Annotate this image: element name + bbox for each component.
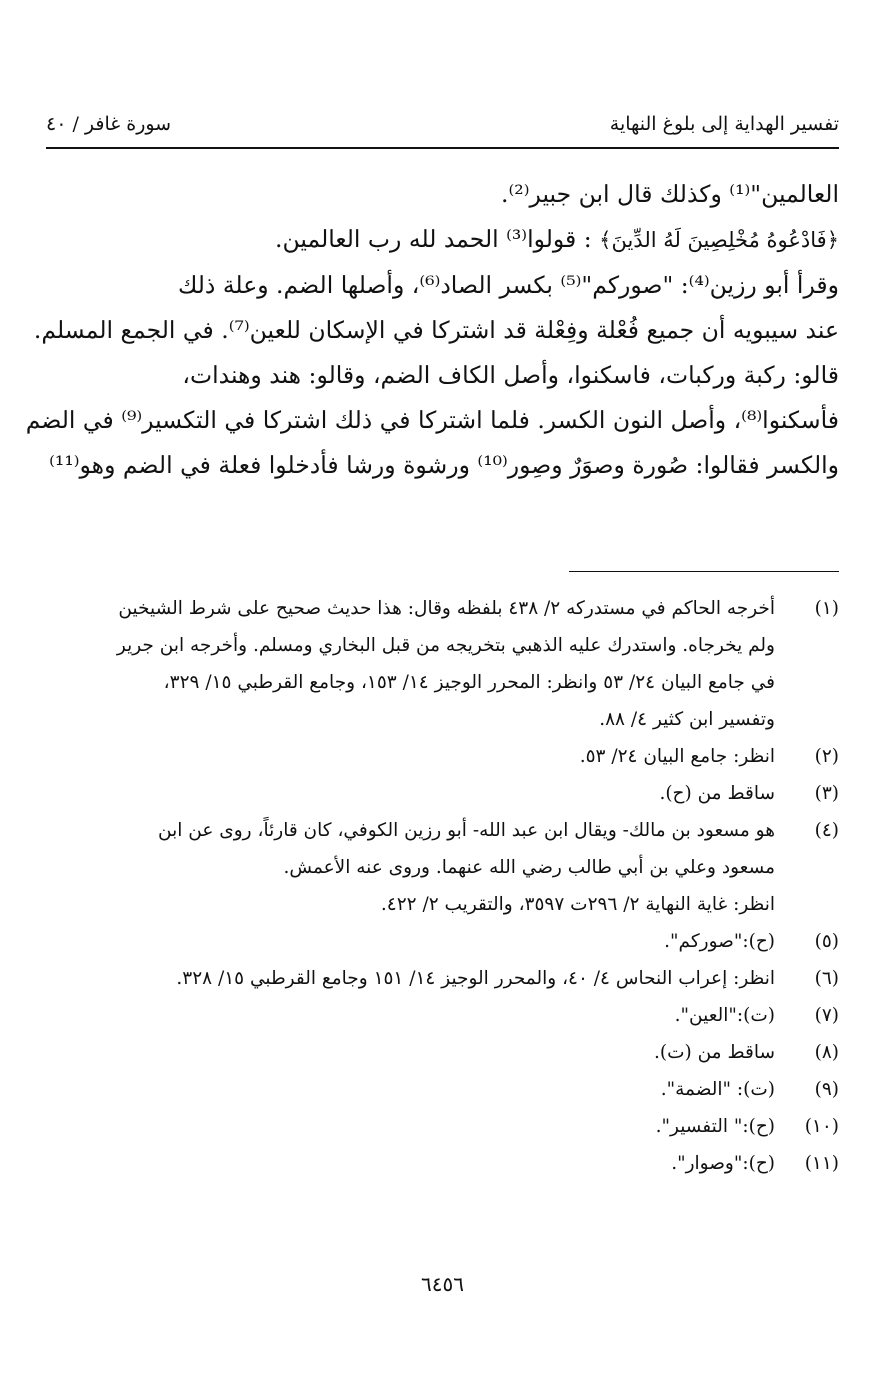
footnote [46, 738, 839, 775]
footnote-line: (ت): "الضمة". [660, 1079, 775, 1100]
main-text [25, 172, 839, 488]
footnote-line: (ح):" التفسير". [655, 1116, 775, 1137]
footnotes [46, 590, 839, 1182]
footnote [46, 1145, 839, 1182]
running-header [46, 113, 839, 149]
text-line-4: عند سيبويه أن جميع فُعْلة وفِعْلة قد اشتركا في الإسكان للعين⁽⁷⁾. في الجمع المسلم. [33, 316, 839, 344]
footnote-line: انظر: جامع البيان ٢٤/ ٥٣. [579, 746, 775, 767]
footnote-line: (ح):"وصوار". [671, 1153, 775, 1174]
text-line-6: فأسكنوا⁽⁸⁾، وأصل النون الكسر. فلما اشتركا في ذلك اشتركا في التكسير⁽⁹⁾ في الضم [25, 406, 839, 434]
footnote [46, 775, 839, 812]
footnote [46, 1071, 839, 1108]
footnote-line: ساقط من (ت). [653, 1042, 775, 1063]
footnote [46, 590, 839, 738]
footnote-number: (١١) [804, 1153, 839, 1174]
footnote-line: أخرجه الحاكم في مستدركه ٢/ ٤٣٨ بلفظه وقال: هذا حديث صحيح على شرط الشيخين [118, 598, 775, 619]
footnote-line: (ح):"صوركم". [664, 931, 775, 952]
footnote-line: (ت):"العين". [674, 1005, 775, 1026]
page-number: ٦٤٥٦ [421, 1272, 464, 1296]
footnote-number: (٩) [814, 1079, 839, 1100]
footnote [46, 923, 839, 960]
footnote-separator [569, 571, 839, 572]
surah-reference: سورة غافر / ٤٠ [46, 113, 172, 135]
footnote-line: ساقط من (ح). [659, 783, 775, 804]
book-title: تفسير الهداية إلى بلوغ النهاية [609, 113, 839, 135]
footnote-number: (١) [814, 598, 839, 619]
text-line-1: العالمين"⁽¹⁾ وكذلك قال ابن جبير⁽²⁾. [501, 180, 839, 208]
footnote-number: (٤) [814, 820, 839, 841]
footnote-line: هو مسعود بن مالك- ويقال ابن عبد الله- أبو رزين الكوفي، كان قارئاً، روى عن ابن [158, 820, 775, 841]
text-line-2 [46, 217, 839, 263]
footnote-number: (١٠) [804, 1116, 839, 1137]
footnote-number: (٣) [814, 783, 839, 804]
footnote [46, 997, 839, 1034]
text-line-7: والكسر فقالوا: صُورة وصوَرٌ وصِور⁽¹⁰⁾ ورشوة ورشا فأدخلوا فعلة في الضم وهو⁽¹¹⁾ [49, 451, 839, 479]
text-line-3: وقرأ أبو رزين⁽⁴⁾: "صوركم"⁽⁵⁾ بكسر الصاد⁽⁶⁾، وأصلها الضم. وعلة ذلك [177, 271, 839, 299]
footnote [46, 1034, 839, 1071]
footnote [46, 1108, 839, 1145]
footnote [46, 960, 839, 997]
footnote-number: (٨) [814, 1042, 839, 1063]
text-line-2-rest: : قولوا⁽³⁾ الحمد لله رب العالمين. [275, 225, 592, 253]
text-line-5: قالو: ركبة وركبات، فاسكنوا، وأصل الكاف الضم، وقالو: هند وهندات، [182, 361, 839, 389]
footnote-line: وتفسير ابن كثير ٤/ ٨٨. [599, 709, 775, 730]
footnote-line: انظر: إعراب النحاس ٤/ ٤٠، والمحرر الوجيز ١٤/ ١٥١ وجامع القرطبي ١٥/ ٣٢٨. [176, 968, 775, 989]
quran-verse: ﴿فَادْعُوهُ مُخْلِصِينَ لَهُ الدِّينَ﴾ [599, 228, 839, 252]
footnote-line: مسعود وعلي بن أبي طالب رضي الله عنهما. وروى عنه الأعمش. [283, 857, 775, 878]
footnote-number: (٧) [814, 1005, 839, 1026]
footnote-number: (٢) [814, 746, 839, 767]
footnote-number: (٦) [814, 968, 839, 989]
footnote-line: ولم يخرجاه. واستدرك عليه الذهبي بتخريجه من قبل البخاري ومسلم. وأخرجه ابن جرير [116, 635, 775, 656]
footnote-number: (٥) [814, 931, 839, 952]
footnote-line: انظر: غاية النهاية ٢/ ٢٩٦ت ٣٥٩٧، والتقريب ٢/ ٤٢٢. [380, 894, 775, 915]
footnote [46, 812, 839, 923]
footnote-line: في جامع البيان ٢٤/ ٥٣ وانظر: المحرر الوجيز ١٤/ ١٥٣، وجامع القرطبي ١٥/ ٣٢٩، [163, 672, 775, 693]
